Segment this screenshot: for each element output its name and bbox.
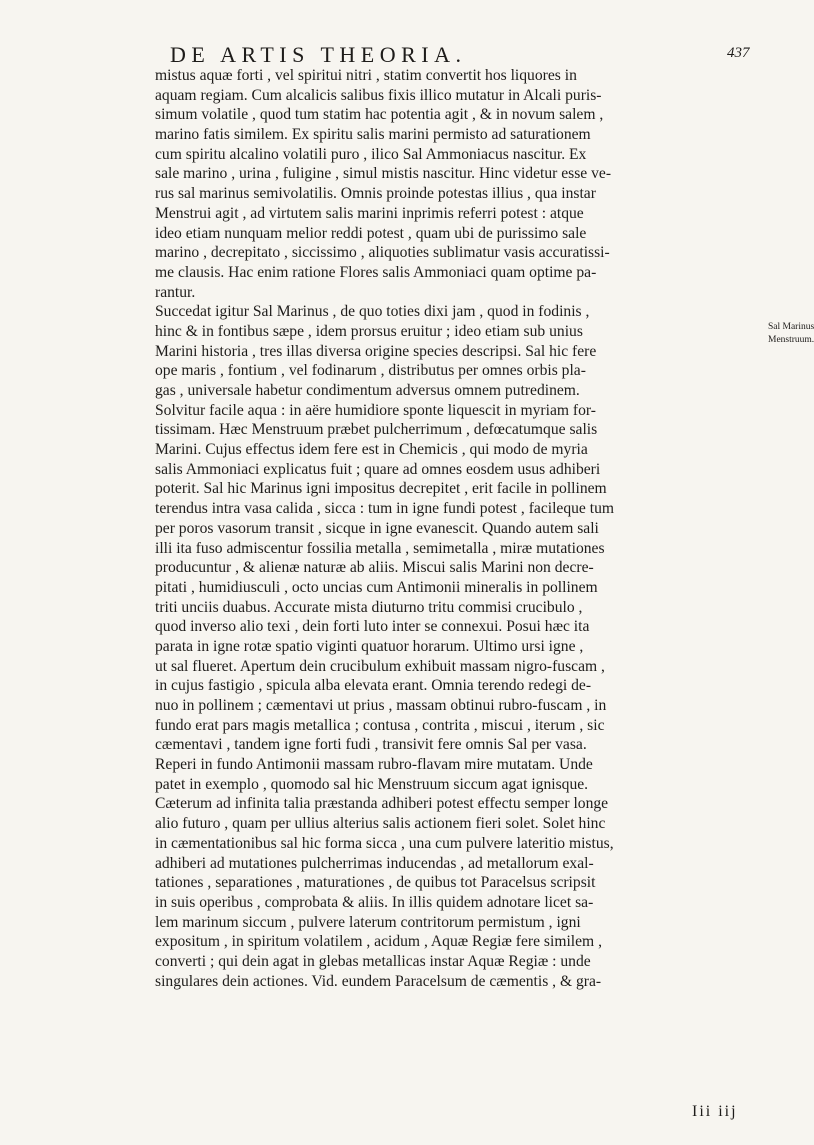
text-line: rus sal marinus semivolatilis. Omnis proinde potestas illius , qua instar: [155, 185, 596, 203]
text-line: Reperi in fundo Antimonii massam rubro-flavam mire mutatam. Unde: [155, 756, 593, 774]
text-line: Marini historia , tres illas diversa origine species descripsi. Sal hic fere: [155, 342, 597, 360]
text-line: singulares dein actiones. Vid. eundem Paracelsum de cæmentis , & gra-: [155, 972, 602, 990]
text-line: alio futuro , quam per ullius alterius salis actionem fieri solet. Solet hinc: [155, 815, 606, 833]
text-line: mistus aquæ forti , vel spiritui nitri , statim convertit hos liquores in: [155, 67, 577, 84]
text-line: pitati , humidiusculi , octo uncias cum Antimonii mineralis in pollinem: [155, 578, 598, 596]
text-line: expositum , in spiritum volatilem , acidum , Aquæ Regiæ fere similem ,: [155, 933, 602, 951]
text-line: in suis operibus , comprobata & aliis. In illis quidem adnotare licet sa-: [155, 893, 594, 911]
body-text: [155, 66, 759, 991]
text-line: marino fatis similem. Ex spiritu salis marini permisto ad saturationem: [155, 126, 591, 144]
text-line: lem marinum siccum , pulvere laterum contritorum permistum , igni: [155, 913, 581, 931]
text-line: per poros vasorum transit , sicque in igne evanescit. Quando autem sali: [155, 519, 599, 537]
text-line: producuntur , & alienæ naturæ ab aliis. Miscui salis Marini non decre-: [155, 559, 594, 577]
running-title: DE ARTIS THEORIA.: [170, 42, 467, 67]
text-line: ope maris , fontium , vel fodinarum , distributus per omnes orbis pla-: [155, 362, 586, 380]
text-line: quod inverso alio texi , dein forti luto inter se connexui. Posui hæc ita: [155, 618, 590, 636]
text-line: hinc & in fontibus sæpe , idem prorsus eruitur ; ideo etiam sub unius: [155, 322, 583, 340]
text-line: marino , decrepitato , siccissimo , aliquoties sublimatur vasis accuratissi-: [155, 244, 610, 262]
text-line: cæmentavi , tandem igne forti fudi , transivit fere omnis Sal per vasa.: [155, 736, 587, 754]
text-line: converti ; qui dein agat in glebas metallicas instar Aquæ Regiæ : unde: [155, 952, 591, 970]
text-line: parata in igne rotæ spatio viginti quatuor horarum. Ultimo ursi igne ,: [155, 637, 584, 655]
text-line: rantur.: [155, 283, 196, 301]
text-line: ut sal flueret. Apertum dein crucibulum exhibuit massam nigro-fuscam ,: [155, 657, 605, 675]
text-line: tationes , separationes , maturationes , de quibus tot Paracelsus scripsit: [155, 874, 596, 892]
text-line: in cæmentationibus sal hic forma sicca , una cum pulvere lateritio mistus,: [155, 834, 614, 852]
text-line: salis Ammoniaci explicatus fuit ; quare ad omnes eosdem usus adhiberi: [155, 460, 601, 478]
text-line: ideo etiam nunquam melior reddi potest , quam ubi de purissimo sale: [155, 224, 587, 242]
text-line: me clausis. Hac enim ratione Flores salis Ammoniaci quam optime pa-: [155, 263, 597, 281]
marginal-note: [768, 321, 814, 347]
text-line: sale marino , urina , fuligine , simul mistis nascitur. Hinc videtur esse ve-: [155, 165, 612, 183]
text-line: terendus intra vasa calida , sicca : tum in igne fundi potest , facileque tum: [155, 500, 615, 518]
signature-mark: Iii iij: [692, 1103, 738, 1120]
text-line: Cæterum ad infinita talia præstanda adhiberi potest effectu semper longe: [155, 795, 609, 813]
text-line: nuo in pollinem ; cæmentavi ut prius , massam obtinui rubro-fuscam , in: [155, 697, 607, 714]
text-line: Menstrui agit , ad virtutem salis marini inprimis referri potest : atque: [155, 204, 584, 222]
text-line: patet in exemplo , quomodo sal hic Menstruum siccum agat ignisque.: [155, 775, 589, 793]
text-line: tissimam. Hæc Menstruum præbet pulcherrimum , defœcatumque salis: [155, 421, 598, 439]
text-line: adhiberi ad mutationes pulcherrimas inducendas , ad metallorum exal-: [155, 854, 594, 872]
text-line: triti unciis duabus. Accurate mista diuturno tritu commisi crucibulo ,: [155, 598, 583, 616]
text-line: in cujus fastigio , spicula alba elevata erant. Omnia terendo redegi de-: [155, 677, 592, 695]
text-line: poterit. Sal hic Marinus igni impositus decrepitet , erit facile in pollinem: [155, 480, 607, 498]
text-line: cum spiritu alcalino volatili puro , ilico Sal Ammoniacus nascitur. Ex: [155, 145, 587, 163]
text-line: illi ita fuso admiscentur fossilia metalla , semimetalla , miræ mutationes: [155, 539, 605, 557]
text-line: Solvitur facile aqua : in aëre humidiore sponte liquescit in myriam for-: [155, 401, 596, 419]
text-line: gas , universale habetur condimentum adversus omnem putredinem.: [155, 382, 580, 399]
marginal-note-line: Menstruum.: [768, 335, 814, 345]
text-line: simum volatile , quod tum statim hac potentia agit , & in novum salem ,: [155, 106, 604, 124]
page-number: 437: [727, 45, 750, 61]
text-line: Marini. Cujus effectus idem fere est in Chemicis , qui modo de myria: [155, 441, 588, 459]
text-line: aquam regiam. Cum alcalicis salibus fixis illico mutatur in Alcali puris-: [155, 86, 602, 104]
text-line: Succedat igitur Sal Marinus , de quo toties dixi jam , quod in fodinis ,: [155, 303, 590, 321]
marginal-note-line: Sal Marinus: [768, 322, 814, 332]
text-line: fundo erat pars magis metallica ; contusa , contrita , miscui , iterum , sic: [155, 716, 605, 734]
